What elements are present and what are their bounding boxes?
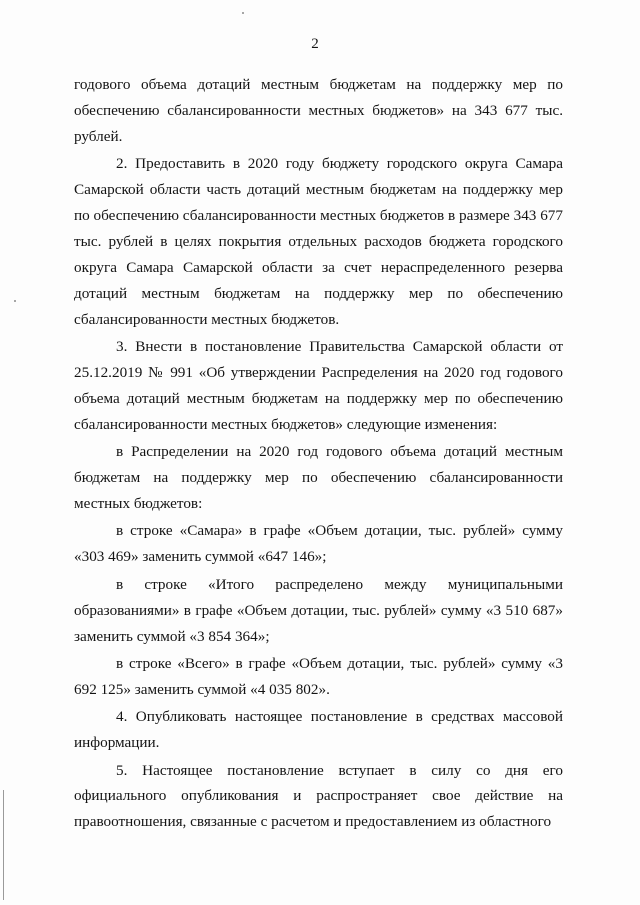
- paragraph-continuation: годового объема дотаций местным бюджетам на поддержку мер по обеспечению сбалансированности местных бюджетов» на 343 677 тыс. рублей.: [74, 76, 563, 145]
- document-body: [74, 72, 563, 835]
- scan-speck: [14, 300, 16, 302]
- paragraph-item-3: 3. Внести в постановление Правительства Самарской области от 25.12.2019 № 991 «Об утверждении Распределения на 2020 год годового объема дотаций местным бюджетам на поддержку мер по обеспечению сбалансированности местных бюджетов» следующие изменения:: [74, 338, 563, 433]
- page-number: 2: [311, 36, 319, 52]
- paragraph-item-4: 4. Опубликовать настоящее постановление в средствах массовой информации.: [74, 708, 563, 752]
- paragraph-grand-total-row: в строке «Всего» в графе «Объем дотации, тыс. рублей» сумму «3 692 125» заменить суммой «4 035 802».: [74, 654, 563, 698]
- scan-speck: [242, 12, 244, 14]
- paragraph-item-5: 5. Настоящее постановление вступает в силу со дня его официального опубликования и распространяет свое действие на правоотношения, связанные с расчетом и предоставлением из областного: [74, 761, 563, 831]
- paragraph-samara-row: в строке «Самара» в графе «Объем дотации, тыс. рублей» сумму «303 469» заменить суммой «647 146»;: [74, 522, 563, 566]
- paragraph-total-distributed-row: в строке «Итого распределено между муниципальными образованиями» в графе «Объем дотации, тыс. рублей» сумму «3 510 687» заменить суммой «3 854 364»;: [74, 575, 563, 645]
- paragraph-item-2: 2. Предоставить в 2020 году бюджету городского округа Самара Самарской области часть дотаций местным бюджетам на поддержку мер по обеспечению сбалансированности местных бюджетов в размере 343 677 тыс. рублей в целях покрытия отдельных расходов бюджета городского округа Самара Самарской области за счет нераспределенного резерва дотаций местным бюджетам на поддержку мер по обеспечению сбалансированности местных бюджетов.: [74, 155, 563, 328]
- paragraph-distribution-intro: в Распределении на 2020 год годового объема дотаций местным бюджетам на поддержку мер по обеспечению сбалансированности местных бюджетов:: [74, 443, 563, 512]
- scan-edge-mark: [3, 790, 4, 900]
